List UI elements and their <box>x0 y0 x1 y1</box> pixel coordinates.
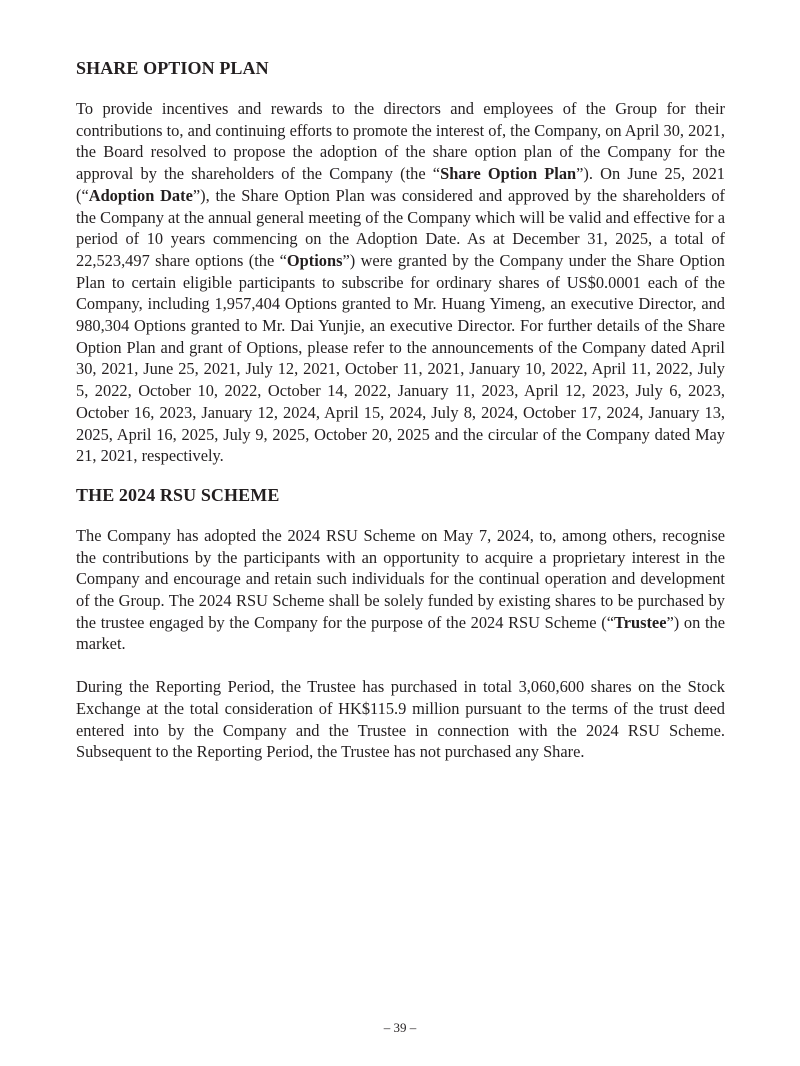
defined-term-trustee: Trustee <box>613 612 667 632</box>
defined-term-adoption-date: Adoption Date <box>88 185 193 205</box>
section-heading-share-option-plan: SHARE OPTION PLAN <box>76 58 269 78</box>
document-page <box>76 55 725 763</box>
paragraph-text: ”), the Share Option Plan was considered and approved by the shareholders of the Company at the annual general meeting of the Company which will be valid and effective for a period of 10 years commencing on the Adoption Date. As at December 31, 2025, a total of 22,523,497 share options (the “ <box>76 185 725 270</box>
defined-term-options: Options <box>286 250 343 270</box>
page-number: – 39 – <box>383 1020 417 1035</box>
share-option-plan-paragraph <box>76 98 725 467</box>
trustee-purchase-paragraph <box>76 676 725 763</box>
section-heading-2024-rsu-scheme: THE 2024 RSU SCHEME <box>76 484 280 505</box>
paragraph-text: During the Reporting Period, the Trustee has purchased in total 3,060,600 shares on the Stock Exchange at the total consideration of HK$115.9 million pursuant to the terms of the trust deed entered into by the Company and the Trustee in connection with the 2024 RSU Scheme. Subsequent to the Reporting Period, the Trustee has not purchased any Share. <box>76 677 725 762</box>
paragraph-text: To provide incentives and rewards to the directors and employees of the Group for their contributions to, and continuing efforts to promote the interest of, the Company, on April 30, 2021, the Board resolved to propose the adoption of the share option plan of the Company for the approval by the shareholders of the Company (the “ <box>76 99 725 184</box>
rsu-scheme-paragraph <box>76 525 725 655</box>
defined-term-share-option-plan: Share Option Plan <box>440 164 577 184</box>
paragraph-text: The Company has adopted the 2024 RSU Scheme on May 7, 2024, to, among others, recognise the contributions by the participants with an opportunity to acquire a proprietary interest in the Company and encourage and retain such individuals for the continual operation and development of the Group. The 2024 RSU Scheme shall be solely funded by existing shares to be purchased by the trustee engaged by the Company for the purpose of the 2024 RSU Scheme (“ <box>76 525 725 632</box>
paragraph-text: ”) on the market. <box>76 612 725 654</box>
paragraph-text: ”) were granted by the Company under the Share Option Plan to certain eligible participants to subscribe for ordinary shares of US$0.0001 each of the Company, including 1,957,404 Options granted to Mr. Huang Yimeng, an executive Director, and 980,304 Options granted to Mr. Dai Yunjie, an executive Director. For further details of the Share Option Plan and grant of Options, please refer to the announcements of the Company dated April 30, 2021, June 25, 2021, July 12, 2021, October 11, 2021, January 10, 2022, April 11, 2022, July 5, 2022, October 10, 2022, October 14, 2022, January 11, 2023, April 12, 2023, July 6, 2023, October 16, 2023, January 12, 2024, April 15, 2024, July 8, 2024, October 17, 2024, January 13, 2025, April 16, 2025, July 9, 2025, October 20, 2025 and the circular of the Company dated May 21, 2021, respectively. <box>76 250 725 466</box>
paragraph-text: ”). On June 25, 2021 (“ <box>76 164 725 205</box>
